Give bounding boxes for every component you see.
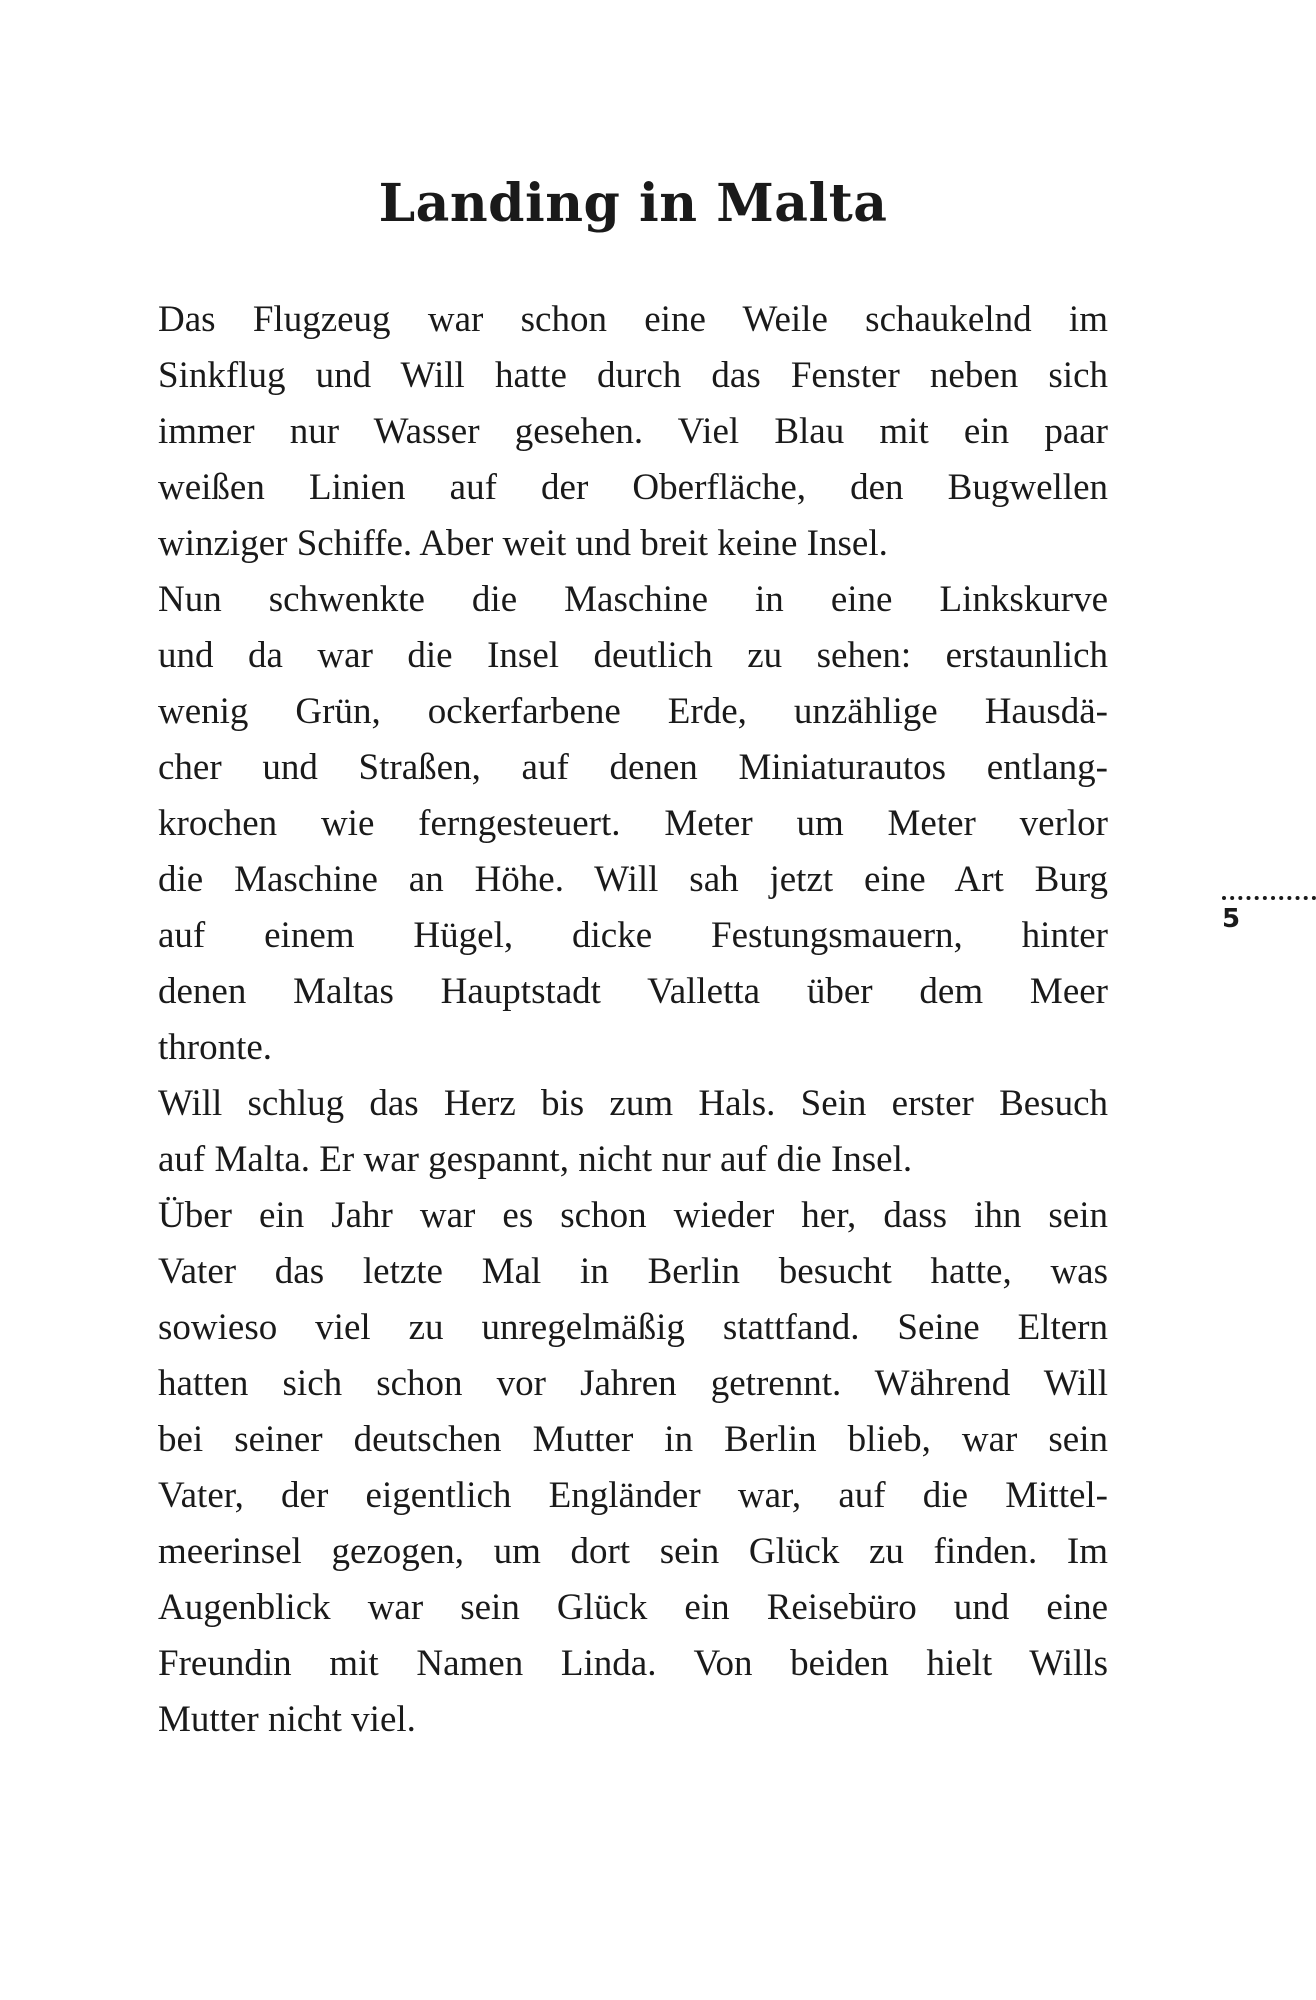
text-line: hatten sich schon vor Jahren getrennt. Während Will: [158, 1363, 1108, 1404]
text-line: denen Maltas Hauptstadt Valletta über dem Meer: [158, 971, 1108, 1012]
dotted-rule: [1222, 896, 1316, 900]
text-line: weißen Linien auf der Oberfläche, den Bugwellen: [158, 467, 1108, 508]
text-line: auf Malta. Er war gespannt, nicht nur auf die Insel.: [158, 1139, 913, 1180]
text-line: cher und Straßen, auf denen Miniaturautos entlang-: [158, 747, 1108, 788]
text-line: immer nur Wasser gesehen. Viel Blau mit ein paar: [158, 411, 1108, 452]
text-line: Nun schwenkte die Maschine in eine Linkskurve: [158, 579, 1108, 620]
text-line: thronte.: [158, 1027, 273, 1068]
text-line: krochen wie ferngesteuert. Meter um Meter verlor: [158, 803, 1108, 844]
text-line: auf einem Hügel, dicke Festungsmauern, hinter: [158, 915, 1108, 956]
chapter-title: Landing in Malta: [378, 173, 888, 234]
text-line: meerinsel gezogen, um dort sein Glück zu finden. Im: [158, 1531, 1108, 1572]
page-folio: [1222, 896, 1316, 936]
text-line: Vater das letzte Mal in Berlin besucht hatte, was: [158, 1251, 1108, 1292]
text-line: sowieso viel zu unregelmäßig stattfand. Seine Eltern: [158, 1307, 1108, 1348]
text-line: bei seiner deutschen Mutter in Berlin blieb, war sein: [158, 1419, 1108, 1460]
body-text: [158, 292, 1108, 1748]
text-line: Will schlug das Herz bis zum Hals. Sein erster Besuch: [158, 1083, 1108, 1124]
text-line: winziger Schiffe. Aber weit und breit keine Insel.: [158, 523, 888, 564]
text-line: und da war die Insel deutlich zu sehen: erstaunlich: [158, 635, 1108, 676]
text-line: Sinkflug und Will hatte durch das Fenster neben sich: [158, 355, 1108, 396]
text-line: die Maschine an Höhe. Will sah jetzt eine Art Burg: [158, 859, 1108, 900]
text-line: wenig Grün, ockerfarbene Erde, unzählige Hausdä-: [158, 691, 1108, 732]
text-line: Augenblick war sein Glück ein Reisebüro und eine: [158, 1587, 1108, 1628]
text-line: Mutter nicht viel.: [158, 1699, 416, 1740]
text-line: Freundin mit Namen Linda. Von beiden hielt Wills: [158, 1643, 1108, 1684]
page-number: 5: [1222, 904, 1241, 934]
text-line: Vater, der eigentlich Engländer war, auf die Mittel-: [158, 1475, 1108, 1516]
text-line: Über ein Jahr war es schon wieder her, dass ihn sein: [158, 1195, 1108, 1236]
text-line: Das Flugzeug war schon eine Weile schaukelnd im: [158, 299, 1108, 340]
